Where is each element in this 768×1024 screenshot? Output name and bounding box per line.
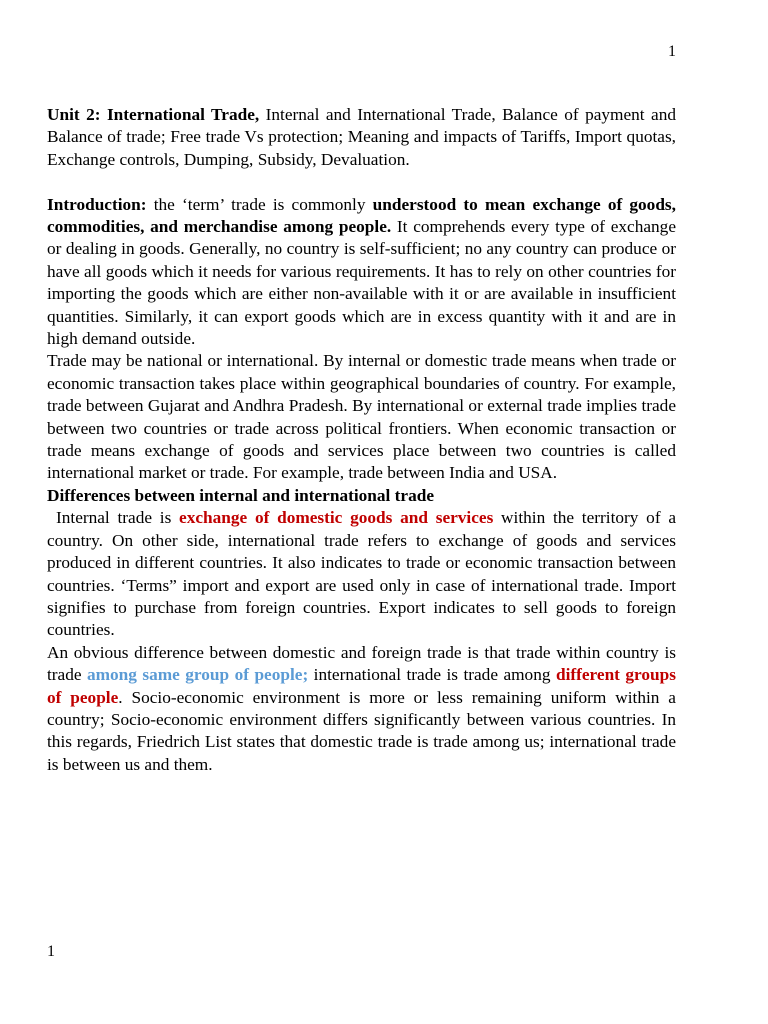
differences-heading bbox=[47, 485, 676, 507]
differences-paragraph-1 bbox=[47, 507, 676, 641]
unit-topics: Internal and International Trade, Balance of payment and Balance of trade; Free trade Vs protection; Meaning and impacts of Tariffs, Import quotas, Exchange controls, Dumping, Subsidy, Devaluation. bbox=[47, 105, 676, 169]
highlight-same-group: among same group of people; bbox=[87, 665, 309, 685]
introduction-bold-definition: understood to mean exchange of goods, commodities, and merchandise among people. bbox=[47, 194, 676, 237]
differences-paragraph-2 bbox=[47, 642, 676, 776]
introduction-text-2: It comprehends every type of exchange or dealing in goods. Generally, no country is self-sufficient; no any country can produce or have all goods which it needs for various requirements. It has to rely on other countries for importing the goods which are either non-available with it or are available in insufficient quantities. Similarly, it can export goods which are in excess quantity with it and are in high demand outside. bbox=[47, 217, 676, 349]
introduction-label: Introduction: bbox=[47, 194, 147, 214]
differences-p2-rest: . Socio-economic environment is more or less remaining uniform within a country; Socio-economic environment differs significantly between various countries. In this regards, Friedrich List states that domestic trade is trade among us; international trade is between us and them. bbox=[47, 687, 676, 774]
paragraph-gap bbox=[47, 171, 676, 193]
unit-paragraph bbox=[47, 104, 676, 171]
differences-p2-mid: international trade is trade among bbox=[308, 665, 556, 685]
highlight-domestic-goods: exchange of domestic goods and services bbox=[179, 508, 494, 528]
introduction-paragraph bbox=[47, 194, 676, 351]
page-number-top: 1 bbox=[668, 43, 676, 60]
differences-p1-start: Internal trade is bbox=[56, 508, 180, 528]
page-number-bottom: 1 bbox=[47, 943, 55, 960]
trade-types-paragraph: Trade may be national or international. By internal or domestic trade means when trade or economic transaction takes place within geographical boundaries of country. For example, trade between Gujarat and Andhra Pradesh. By international or external trade implies trade between two countries or trade across political frontiers. When economic transaction or trade means exchange of goods and services place between two countries is called international market or trade. For example, trade between India and USA. bbox=[47, 351, 676, 483]
document-body bbox=[47, 104, 676, 776]
differences-p2-start: An obvious difference between domestic and foreign trade is that trade within country is trade bbox=[47, 642, 676, 685]
introduction-text-1: the ‘term’ trade is commonly bbox=[146, 194, 373, 214]
differences-p1-rest: within the territory of a country. On other side, international trade refers to exchange of goods and services produced in different countries. It also indicates to trade or economic transaction between countries. ‘Terms” import and export are used only in case of international trade. Import signifies to purchase from foreign countries. Export indicates to sell goods to foreign countries. bbox=[47, 508, 676, 640]
unit-heading: Unit 2: International Trade, bbox=[47, 105, 260, 124]
highlight-different-groups: different groups of people bbox=[47, 665, 676, 707]
differences-heading-text: Differences between internal and international trade bbox=[47, 485, 435, 505]
